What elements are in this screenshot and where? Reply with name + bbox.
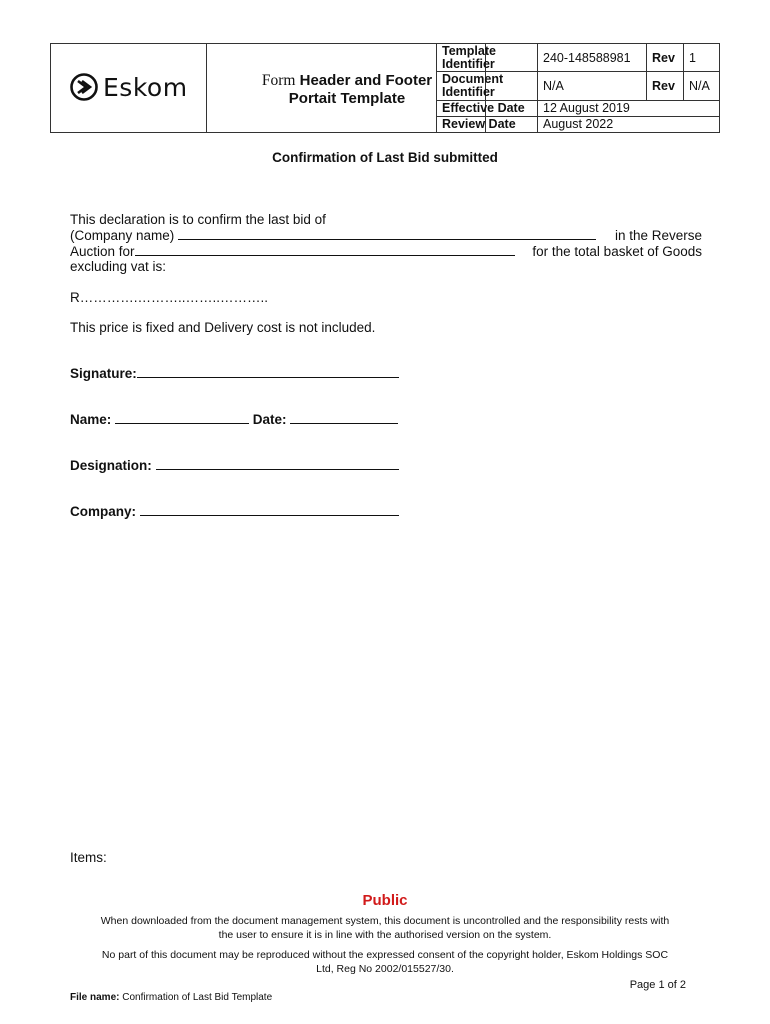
file-name — [70, 992, 272, 1003]
company-field — [70, 504, 399, 519]
uncontrolled-note-line1: When downloaded from the document management system, this document is uncontrolled and the responsibility rests with — [100, 915, 670, 927]
company-name-blank[interactable] — [178, 239, 596, 240]
date-label: Date: — [252, 412, 287, 427]
eskom-logo-icon — [69, 72, 99, 102]
template-identifier-value: 240-148588981 — [537, 43, 647, 72]
signature-field — [70, 366, 399, 381]
auction-suffix: for the total basket of Goods — [532, 244, 702, 259]
page-number: Page 1 of 2 — [629, 979, 686, 991]
effective-date-value: 12 August 2019 — [537, 100, 720, 117]
classification-label: Public — [362, 892, 408, 909]
review-date-value: August 2022 — [537, 116, 720, 133]
company-blank[interactable] — [140, 515, 399, 516]
designation-label: Designation: — [70, 458, 152, 473]
signature-blank[interactable] — [137, 377, 399, 378]
title-line2: Portait Template — [288, 90, 406, 107]
rev2-label: Rev — [646, 71, 684, 101]
company-suffix: in the Reverse — [614, 228, 702, 243]
company-prefix: (Company name) — [70, 228, 175, 243]
template-identifier-label: Template Identifier — [436, 43, 538, 72]
name-label: Name: — [70, 412, 112, 427]
company-name-line — [70, 228, 702, 245]
copyright-note-line2: Ltd, Reg No 2002/015527/30. — [316, 963, 454, 975]
date-blank[interactable] — [290, 423, 398, 424]
amount-field[interactable]: R………….………..……..……….. — [70, 290, 269, 305]
price-note: This price is fixed and Delivery cost is not included. — [70, 320, 376, 335]
designation-blank[interactable] — [156, 469, 399, 470]
eskom-logo — [69, 72, 188, 102]
signature-label: Signature: — [70, 366, 137, 381]
auction-prefix: Auction for — [70, 244, 135, 259]
items-label: Items: — [70, 850, 107, 865]
effective-date-label: Effective Date — [436, 100, 538, 117]
name-date-field — [70, 412, 398, 427]
company-label: Company: — [70, 504, 137, 519]
rev2-value: N/A — [683, 71, 720, 101]
name-blank[interactable] — [115, 423, 249, 424]
title-line1: Header and Footer — [299, 72, 433, 89]
document-header-table — [50, 43, 720, 133]
logo-text: Eskom — [103, 72, 188, 102]
logo-cell — [50, 43, 207, 133]
rev-value: 1 — [683, 43, 720, 72]
review-date-label: Review Date — [436, 116, 538, 133]
document-identifier-label: Document Identifier — [436, 71, 538, 101]
file-name-label: File name: — [70, 992, 120, 1003]
file-name-value: Confirmation of Last Bid Template — [122, 992, 273, 1003]
uncontrolled-note — [30, 914, 740, 942]
declaration-line1: This declaration is to confirm the last bid of — [70, 212, 326, 227]
designation-field — [70, 458, 399, 473]
uncontrolled-note-line2: the user to ensure it is in line with the authorised version on the system. — [218, 929, 552, 941]
document-identifier-value: N/A — [537, 71, 647, 101]
rev-label: Rev — [646, 43, 684, 72]
excluding-vat: excluding vat is: — [70, 259, 167, 274]
copyright-note — [30, 948, 740, 976]
document-title: Confirmation of Last Bid submitted — [272, 150, 498, 165]
auction-blank[interactable] — [135, 255, 515, 256]
title-prefix: Form — [261, 72, 296, 89]
copyright-note-line1: No part of this document may be reproduced without the expressed consent of the copyright holder, Eskom Holdings SOC — [101, 949, 669, 961]
